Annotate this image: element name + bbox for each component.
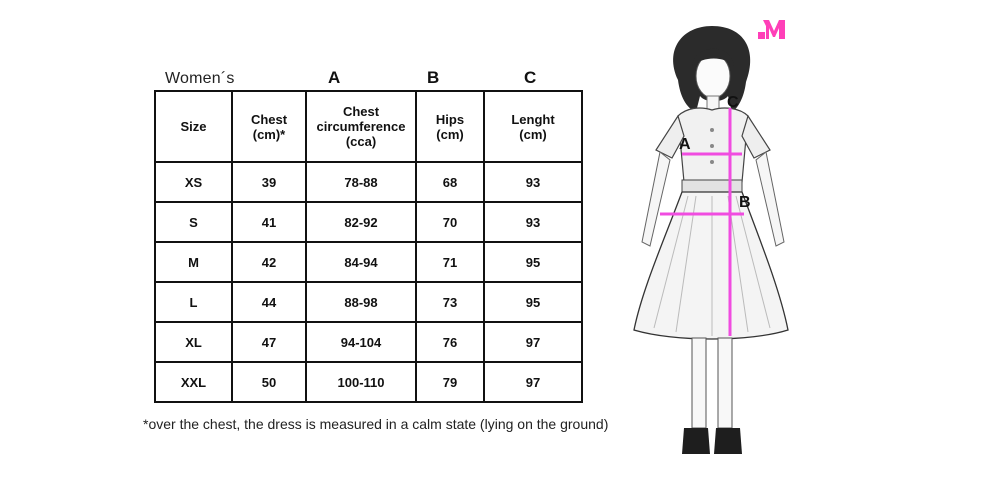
header-length-line2: (cm): [519, 126, 547, 142]
table-row: [155, 282, 582, 322]
cell-circumference: 94-104: [306, 322, 416, 362]
header-hips-line1: Hips: [435, 111, 465, 127]
cell-hips: 71: [416, 242, 484, 282]
cell-hips: 68: [416, 162, 484, 202]
header-hips-line2: (cm): [436, 126, 464, 142]
cell-size: XS: [155, 162, 232, 202]
table-row: [155, 162, 582, 202]
cell-size: S: [155, 202, 232, 242]
cell-circumference: 82-92: [306, 202, 416, 242]
table-row: [155, 362, 582, 402]
cell-chest: 42: [232, 242, 306, 282]
dress-illustration: [620, 20, 820, 465]
table-header-row: [155, 91, 582, 162]
cell-length: 95: [484, 242, 582, 282]
cell-length: 97: [484, 362, 582, 402]
header-chest-line2: (cm)*: [252, 126, 286, 142]
cell-hips: 73: [416, 282, 484, 322]
measure-label-a: A: [679, 136, 691, 153]
cell-length: 93: [484, 202, 582, 242]
measure-label-c: C: [727, 94, 739, 111]
header-circ-line2: circumference: [316, 119, 406, 134]
footnote: *over the chest, the dress is measured in a calm state (lying on the ground): [143, 416, 609, 432]
header-chest-line1: Chest: [250, 111, 288, 127]
cell-length: 93: [484, 162, 582, 202]
cell-circumference: 78-88: [306, 162, 416, 202]
size-chart-table: [154, 90, 583, 403]
cell-size: M: [155, 242, 232, 282]
header-size: Size: [155, 91, 232, 162]
cell-chest: 41: [232, 202, 306, 242]
cell-chest: 44: [232, 282, 306, 322]
cell-size: XXL: [155, 362, 232, 402]
header-chest: [232, 91, 306, 162]
cell-chest: 47: [232, 322, 306, 362]
cell-size: XL: [155, 322, 232, 362]
table-row: [155, 322, 582, 362]
header-circ-line1: Chest: [342, 104, 380, 119]
header-circ-line3: (cca): [345, 134, 377, 149]
cell-chest: 39: [232, 162, 306, 202]
cell-circumference: 100-110: [306, 362, 416, 402]
column-letter-c: C: [524, 68, 537, 87]
cell-length: 97: [484, 322, 582, 362]
header-length-line1: Lenght: [511, 111, 555, 127]
table-row: [155, 202, 582, 242]
measure-label-b: B: [739, 194, 751, 211]
cell-length: 95: [484, 282, 582, 322]
header-length: [484, 91, 582, 162]
cell-hips: 79: [416, 362, 484, 402]
header-chest-circumference: [306, 91, 416, 162]
womens-label: Women´s: [165, 70, 235, 87]
column-letter-a: A: [328, 68, 341, 87]
header-hips: [416, 91, 484, 162]
cell-size: L: [155, 282, 232, 322]
table-row: [155, 242, 582, 282]
cell-circumference: 88-98: [306, 282, 416, 322]
cell-chest: 50: [232, 362, 306, 402]
cell-hips: 76: [416, 322, 484, 362]
cell-circumference: 84-94: [306, 242, 416, 282]
column-letter-b: B: [427, 68, 440, 87]
cell-hips: 70: [416, 202, 484, 242]
